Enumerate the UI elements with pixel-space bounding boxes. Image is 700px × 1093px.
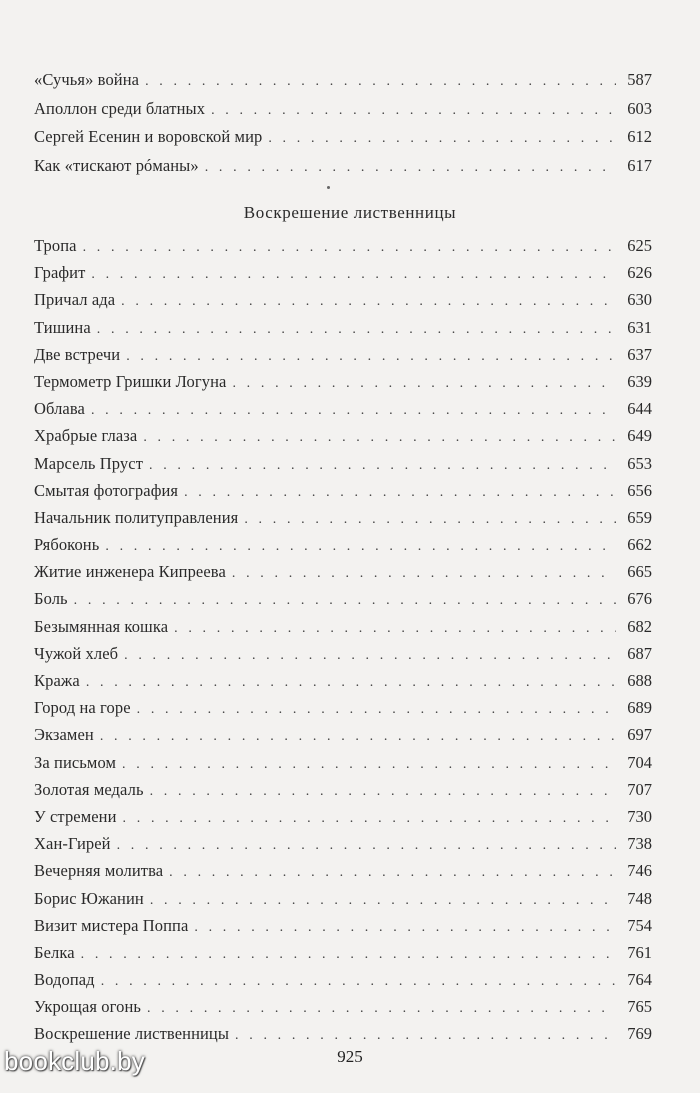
dot-leader: [184, 479, 616, 506]
toc-entry-title: Причал ада: [34, 290, 116, 310]
dot-leader: [81, 941, 616, 968]
toc-entry-page: 688: [627, 671, 652, 690]
toc-entry-title: Житие инженера Кипреева: [34, 562, 226, 582]
toc-entry-title: Смытая фотография: [34, 480, 179, 500]
dot-leader: [194, 914, 616, 941]
toc-entry: [34, 504, 652, 531]
toc-entry-title: Хан-Гирей: [34, 834, 111, 854]
toc-entry-title: Водопад: [34, 970, 95, 990]
toc-entry: [34, 450, 652, 477]
toc-entry-page: 659: [627, 507, 652, 527]
toc-entry-page: 730: [627, 806, 652, 826]
dot-leader: [101, 968, 616, 995]
toc-entry-title: Визит мистера Поппа: [34, 915, 189, 935]
dot-leader: [211, 97, 616, 126]
toc-entry: [34, 613, 652, 640]
dot-leader: [105, 533, 616, 560]
toc-entry-page: 689: [627, 698, 652, 718]
toc-entry: [34, 66, 652, 95]
print-speck: [327, 186, 330, 189]
toc-entry: [34, 1020, 652, 1047]
toc-entry-title: Укрощая огонь: [34, 997, 142, 1017]
dot-leader: [117, 832, 616, 859]
toc-entry-title: Две встречи: [34, 344, 121, 364]
toc-entry: [34, 95, 652, 124]
toc-entry: [34, 749, 652, 776]
toc-entry-title: Воскрешение лиственницы: [34, 1024, 230, 1044]
toc-entry-page: 644: [627, 399, 652, 419]
toc-entry-title: За письмом: [34, 752, 117, 772]
toc-entry-page: 656: [627, 480, 652, 500]
toc-entry-title: «Сучья» война: [34, 70, 140, 89]
toc-entry: [34, 939, 652, 966]
toc-entry-title: Начальник политуправления: [34, 507, 239, 527]
toc-entry-title: Золотая медаль: [34, 779, 144, 799]
toc-entry: [34, 640, 652, 667]
toc-entry-page: 625: [627, 236, 652, 255]
dot-leader: [91, 397, 616, 424]
dot-leader: [91, 261, 616, 288]
toc-entry: [34, 232, 652, 259]
toc-entry-title: Экзамен: [34, 725, 94, 745]
dot-leader: [143, 424, 616, 451]
toc-entry-page: 665: [627, 562, 652, 582]
toc-entry-title: Тропа: [34, 236, 77, 255]
page-number: 925: [337, 1047, 363, 1066]
toc-entry: [34, 694, 652, 721]
toc-entry-page: 676: [627, 589, 652, 609]
toc-entry-page: 631: [627, 317, 652, 337]
toc-entry: [34, 830, 652, 857]
toc-entry-title: Кража: [34, 671, 80, 690]
toc-entry-page: 754: [627, 915, 652, 935]
toc-entry: [34, 776, 652, 803]
dot-leader: [232, 370, 616, 397]
toc-entry-page: 626: [627, 263, 652, 283]
dot-leader: [244, 506, 616, 533]
toc-entry-page: 662: [627, 535, 652, 555]
toc-entry-title: Вечерняя молитва: [34, 861, 164, 881]
dot-leader: [123, 805, 616, 832]
toc-entry: [34, 286, 652, 313]
toc-entry-page: 637: [627, 344, 652, 364]
toc-entry-page: 617: [627, 155, 652, 175]
toc-entry-page: 612: [627, 127, 652, 146]
toc-list-main: [34, 232, 652, 1048]
toc-entry: [34, 667, 652, 694]
toc-entry: [34, 912, 652, 939]
dot-leader: [86, 669, 616, 696]
dot-leader: [126, 343, 616, 370]
dot-leader: [150, 778, 616, 805]
toc-entry-title: Город на горе: [34, 698, 131, 718]
toc-entry-title: Безымянная кошка: [34, 616, 169, 636]
section-heading: Воскрешение лиственницы: [243, 203, 457, 222]
dot-leader: [121, 288, 616, 315]
dot-leader: [174, 615, 616, 642]
toc-entry: [34, 966, 652, 993]
toc-entry: [34, 531, 652, 558]
toc-entry: [34, 152, 652, 181]
toc-entry: [34, 993, 652, 1020]
toc-entry: [34, 857, 652, 884]
dot-leader: [137, 696, 616, 723]
toc-list-top: [34, 66, 652, 180]
toc-entry-title: У стремени: [34, 806, 117, 826]
dot-leader: [122, 751, 616, 778]
dot-leader: [83, 234, 616, 261]
toc-entry-title: Белка: [34, 942, 75, 962]
dot-leader: [124, 642, 616, 669]
toc-entry-title: Сергей Есенин и воровской мир: [34, 127, 263, 146]
toc-entry-title: Чужой хлеб: [34, 643, 119, 663]
toc-entry-title: Храбрые глаза: [34, 426, 138, 446]
toc-entry-title: Марсель Пруст: [34, 453, 144, 473]
toc-entry-page: 748: [627, 888, 652, 908]
toc-entry-title: Облава: [34, 399, 85, 419]
toc-entry-page: 764: [627, 970, 652, 990]
toc-entry-title: Борис Южанин: [34, 888, 144, 908]
toc-entry: [34, 477, 652, 504]
toc-entry: [34, 885, 652, 912]
toc-entry: [34, 341, 652, 368]
dot-leader: [268, 125, 616, 154]
toc-entry-page: 697: [627, 725, 652, 745]
dot-leader: [205, 154, 616, 183]
watermark-logo: bookclub.by: [4, 1046, 145, 1076]
toc-entry: [34, 803, 652, 830]
toc-entry-title: Аполлон среди блатных: [34, 98, 206, 118]
toc-entry: [34, 395, 652, 422]
toc-entry: [34, 558, 652, 585]
toc-entry-page: 769: [627, 1024, 652, 1044]
toc-entry-page: 761: [627, 942, 652, 962]
toc-entry-page: 587: [627, 70, 652, 89]
toc-entry-page: 765: [627, 997, 652, 1017]
toc-entry-page: 682: [627, 616, 652, 636]
toc-entry-page: 639: [627, 371, 652, 391]
dot-leader: [235, 1022, 616, 1049]
dot-leader: [150, 887, 616, 914]
toc-entry-page: 707: [627, 779, 652, 799]
toc-entry: [34, 368, 652, 395]
toc-entry: [34, 314, 652, 341]
dot-leader: [97, 316, 616, 343]
toc-entry-page: 603: [627, 98, 652, 118]
dot-leader: [147, 995, 616, 1022]
toc-entry-title: Как «тискают рóманы»: [34, 155, 199, 175]
toc-entry-page: 687: [627, 643, 652, 663]
toc-entry-page: 630: [627, 290, 652, 310]
dot-leader: [169, 859, 616, 886]
toc-entry: [34, 123, 652, 152]
toc-entry: [34, 422, 652, 449]
toc-entry-page: 653: [627, 453, 652, 473]
dot-leader: [74, 587, 616, 614]
toc-entry-page: 746: [627, 861, 652, 881]
toc-entry: [34, 259, 652, 286]
toc-entry-title: Термометр Гришки Логуна: [34, 371, 227, 391]
toc-entry-page: 704: [627, 752, 652, 772]
dot-leader: [232, 560, 616, 587]
toc-entry-page: 649: [627, 426, 652, 446]
dot-leader: [100, 723, 616, 750]
dot-leader: [149, 452, 616, 479]
toc-entry: [34, 721, 652, 748]
toc-entry-title: Тишина: [34, 317, 91, 337]
toc-entry-title: Боль: [34, 589, 68, 609]
dot-leader: [145, 68, 616, 97]
toc-entry: [34, 585, 652, 612]
toc-entry-title: Рябоконь: [34, 535, 100, 555]
toc-entry-title: Графит: [34, 263, 86, 283]
toc-entry-page: 738: [627, 834, 652, 854]
